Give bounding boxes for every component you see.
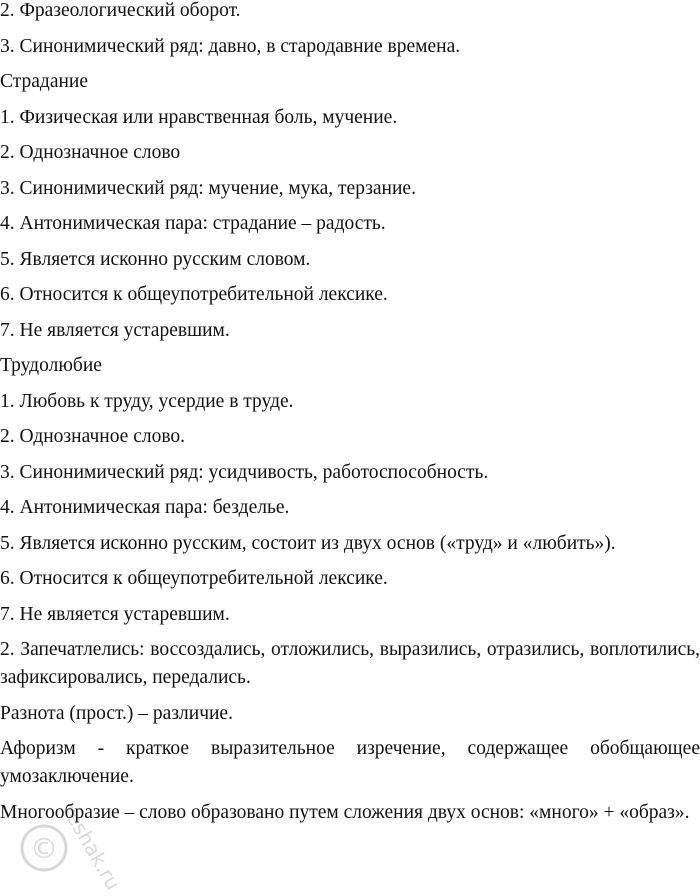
svg-text:reshak.ru: reshak.ru bbox=[57, 800, 122, 890]
heading-trudolyubie: Трудолюбие bbox=[0, 355, 102, 376]
zapechatlelis-synonyms: 2. Запечатлелись: воссоздались, отложились, выразились, отразились, воплотились, зафиксировались, передались. bbox=[0, 639, 700, 688]
stradanie-synonyms: 3. Синонимический ряд: мучение, мука, терзание. bbox=[0, 177, 416, 199]
stradanie-monosemous: 2. Однозначное слово bbox=[0, 142, 181, 163]
stradanie-meaning: 1. Физическая или нравственная боль, мучение. bbox=[0, 106, 398, 128]
stradanie-antonyms: 4. Антонимическая пара: страдание – радость. bbox=[0, 213, 386, 234]
trudolyubie-origin: 5. Является исконно русским, состоит из двух основ («труд» и «любить»). bbox=[0, 532, 616, 554]
heading-stradanie: Страдание bbox=[0, 71, 89, 92]
stradanie-lexicon: 6. Относится к общеупотребительной лексике. bbox=[0, 284, 388, 305]
trudolyubie-meaning: 1. Любовь к труду, усердие в труде. bbox=[0, 390, 294, 412]
trudolyubie-antonyms: 4. Антонимическая пара: безделье. bbox=[0, 497, 290, 518]
trudolyubie-lexicon: 6. Относится к общеупотребительной лексике. bbox=[0, 568, 388, 589]
trudolyubie-synonyms: 3. Синонимический ряд: усидчивость, работоспособность. bbox=[0, 461, 489, 483]
trudolyubie-not-obsolete: 7. Не является устаревшим. bbox=[0, 603, 230, 625]
svg-text:©: © bbox=[30, 832, 58, 865]
stradanie-not-obsolete: 7. Не является устаревшим. bbox=[0, 319, 230, 341]
trudolyubie-monosemous: 2. Однозначное слово. bbox=[0, 426, 186, 447]
item-synonym-row-long-ago: 3. Синонимический ряд: давно, в стародавние времена. bbox=[0, 35, 461, 57]
item-phraseological-turn: 2. Фразеологический оборот. bbox=[0, 0, 241, 21]
stradanie-origin: 5. Является исконно русским словом. bbox=[0, 248, 311, 270]
aforizm-definition: Афоризм - краткое выразительное изречение, содержащее обобщающее умозаключение. bbox=[0, 738, 700, 787]
raznota-definition: Разнота (прост.) – различие. bbox=[0, 702, 233, 724]
mnogoobrazie-formation: Многообразие – слово образовано путем сложения двух основ: «много» + «образ». bbox=[0, 801, 690, 823]
